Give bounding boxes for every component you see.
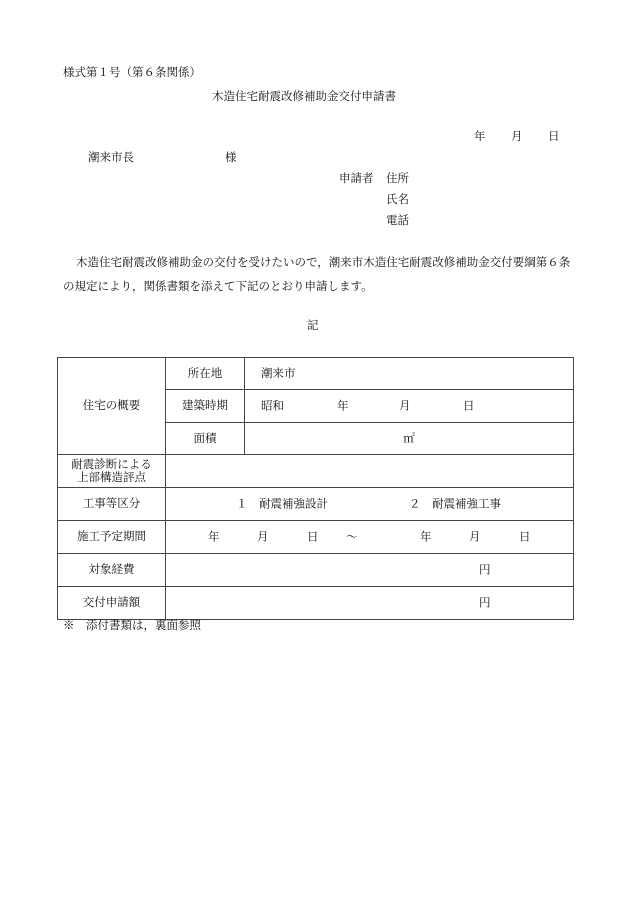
application-table [57, 357, 574, 620]
date-year: 年 [474, 129, 486, 143]
request-label: 交付申請額 [82, 595, 141, 610]
request-unit: 円 [479, 595, 491, 610]
score-label-line-2: 上部構造評点 [77, 470, 146, 484]
built-year: 年 [337, 398, 349, 413]
body-text: 木造住宅耐震改修補助金の交付を受けたいので，潮来市木造住宅耐震改修補助金交付要綱第６条の規定により，関係書類を添えて下記のとおり申請します。 [63, 255, 571, 293]
date-month: 月 [511, 129, 523, 143]
period-end-day: 日 [519, 529, 531, 544]
cost-value-cell[interactable] [166, 554, 574, 587]
built-label: 建築時期 [182, 398, 228, 413]
built-month: 月 [399, 398, 411, 413]
period-label: 施工予定期間 [77, 529, 146, 544]
request-value-cell[interactable] [166, 587, 574, 620]
addressee-honorific: 様 [225, 150, 237, 164]
built-value-cell[interactable] [245, 390, 574, 423]
ki-heading: 記 [307, 318, 319, 332]
area-unit: ㎡ [403, 430, 415, 445]
form-number: 様式第１号（第６条関係） [63, 65, 201, 79]
date-day: 日 [548, 129, 560, 143]
attachment-note: ※ 添付書類は，裏面参照 [63, 618, 201, 632]
overview-label: 住宅の概要 [82, 398, 141, 413]
area-label-cell [166, 423, 245, 455]
cost-label: 対象経費 [88, 562, 135, 577]
period-start-month: 月 [257, 529, 269, 544]
cost-unit: 円 [479, 562, 491, 577]
built-label-cell [166, 390, 245, 423]
period-end-year: 年 [420, 529, 432, 544]
addressee-name: 潮来市長 [88, 150, 134, 164]
period-start-day: 日 [307, 529, 319, 544]
score-value-cell[interactable] [166, 455, 574, 488]
area-value-cell[interactable] [245, 423, 574, 455]
period-end-month: 月 [469, 529, 481, 544]
score-label-line-1: 耐震診断による [71, 457, 152, 471]
applicant-name-label: 氏名 [386, 192, 409, 206]
built-day: 日 [463, 398, 475, 413]
location-value-cell[interactable] [245, 358, 574, 390]
applicant-label: 申請者 [339, 171, 374, 185]
score-label-cell [58, 455, 166, 488]
category-value-cell[interactable] [166, 488, 574, 521]
area-label: 面積 [193, 430, 217, 445]
document-title: 木造住宅耐震改修補助金交付申請書 [212, 89, 396, 103]
period-separator: ～ [346, 529, 358, 544]
request-label-cell [58, 587, 166, 620]
period-value-cell[interactable] [166, 521, 574, 554]
location-label-cell [166, 358, 245, 390]
category-label: 工事等区分 [82, 496, 141, 511]
location-label: 所在地 [187, 365, 223, 380]
category-option-construction[interactable]: ２ 耐震補強工事 [409, 496, 501, 511]
built-era: 昭和 [261, 398, 284, 413]
category-label-cell [58, 488, 166, 521]
applicant-address-label: 住所 [386, 171, 409, 185]
category-option-design[interactable]: １ 耐震補強設計 [236, 496, 328, 511]
period-label-cell [58, 521, 166, 554]
period-start-year: 年 [208, 529, 220, 544]
location-value: 潮来市 [261, 365, 296, 380]
overview-label-cell [58, 358, 166, 455]
applicant-phone-label: 電話 [386, 213, 409, 227]
cost-label-cell [58, 554, 166, 587]
